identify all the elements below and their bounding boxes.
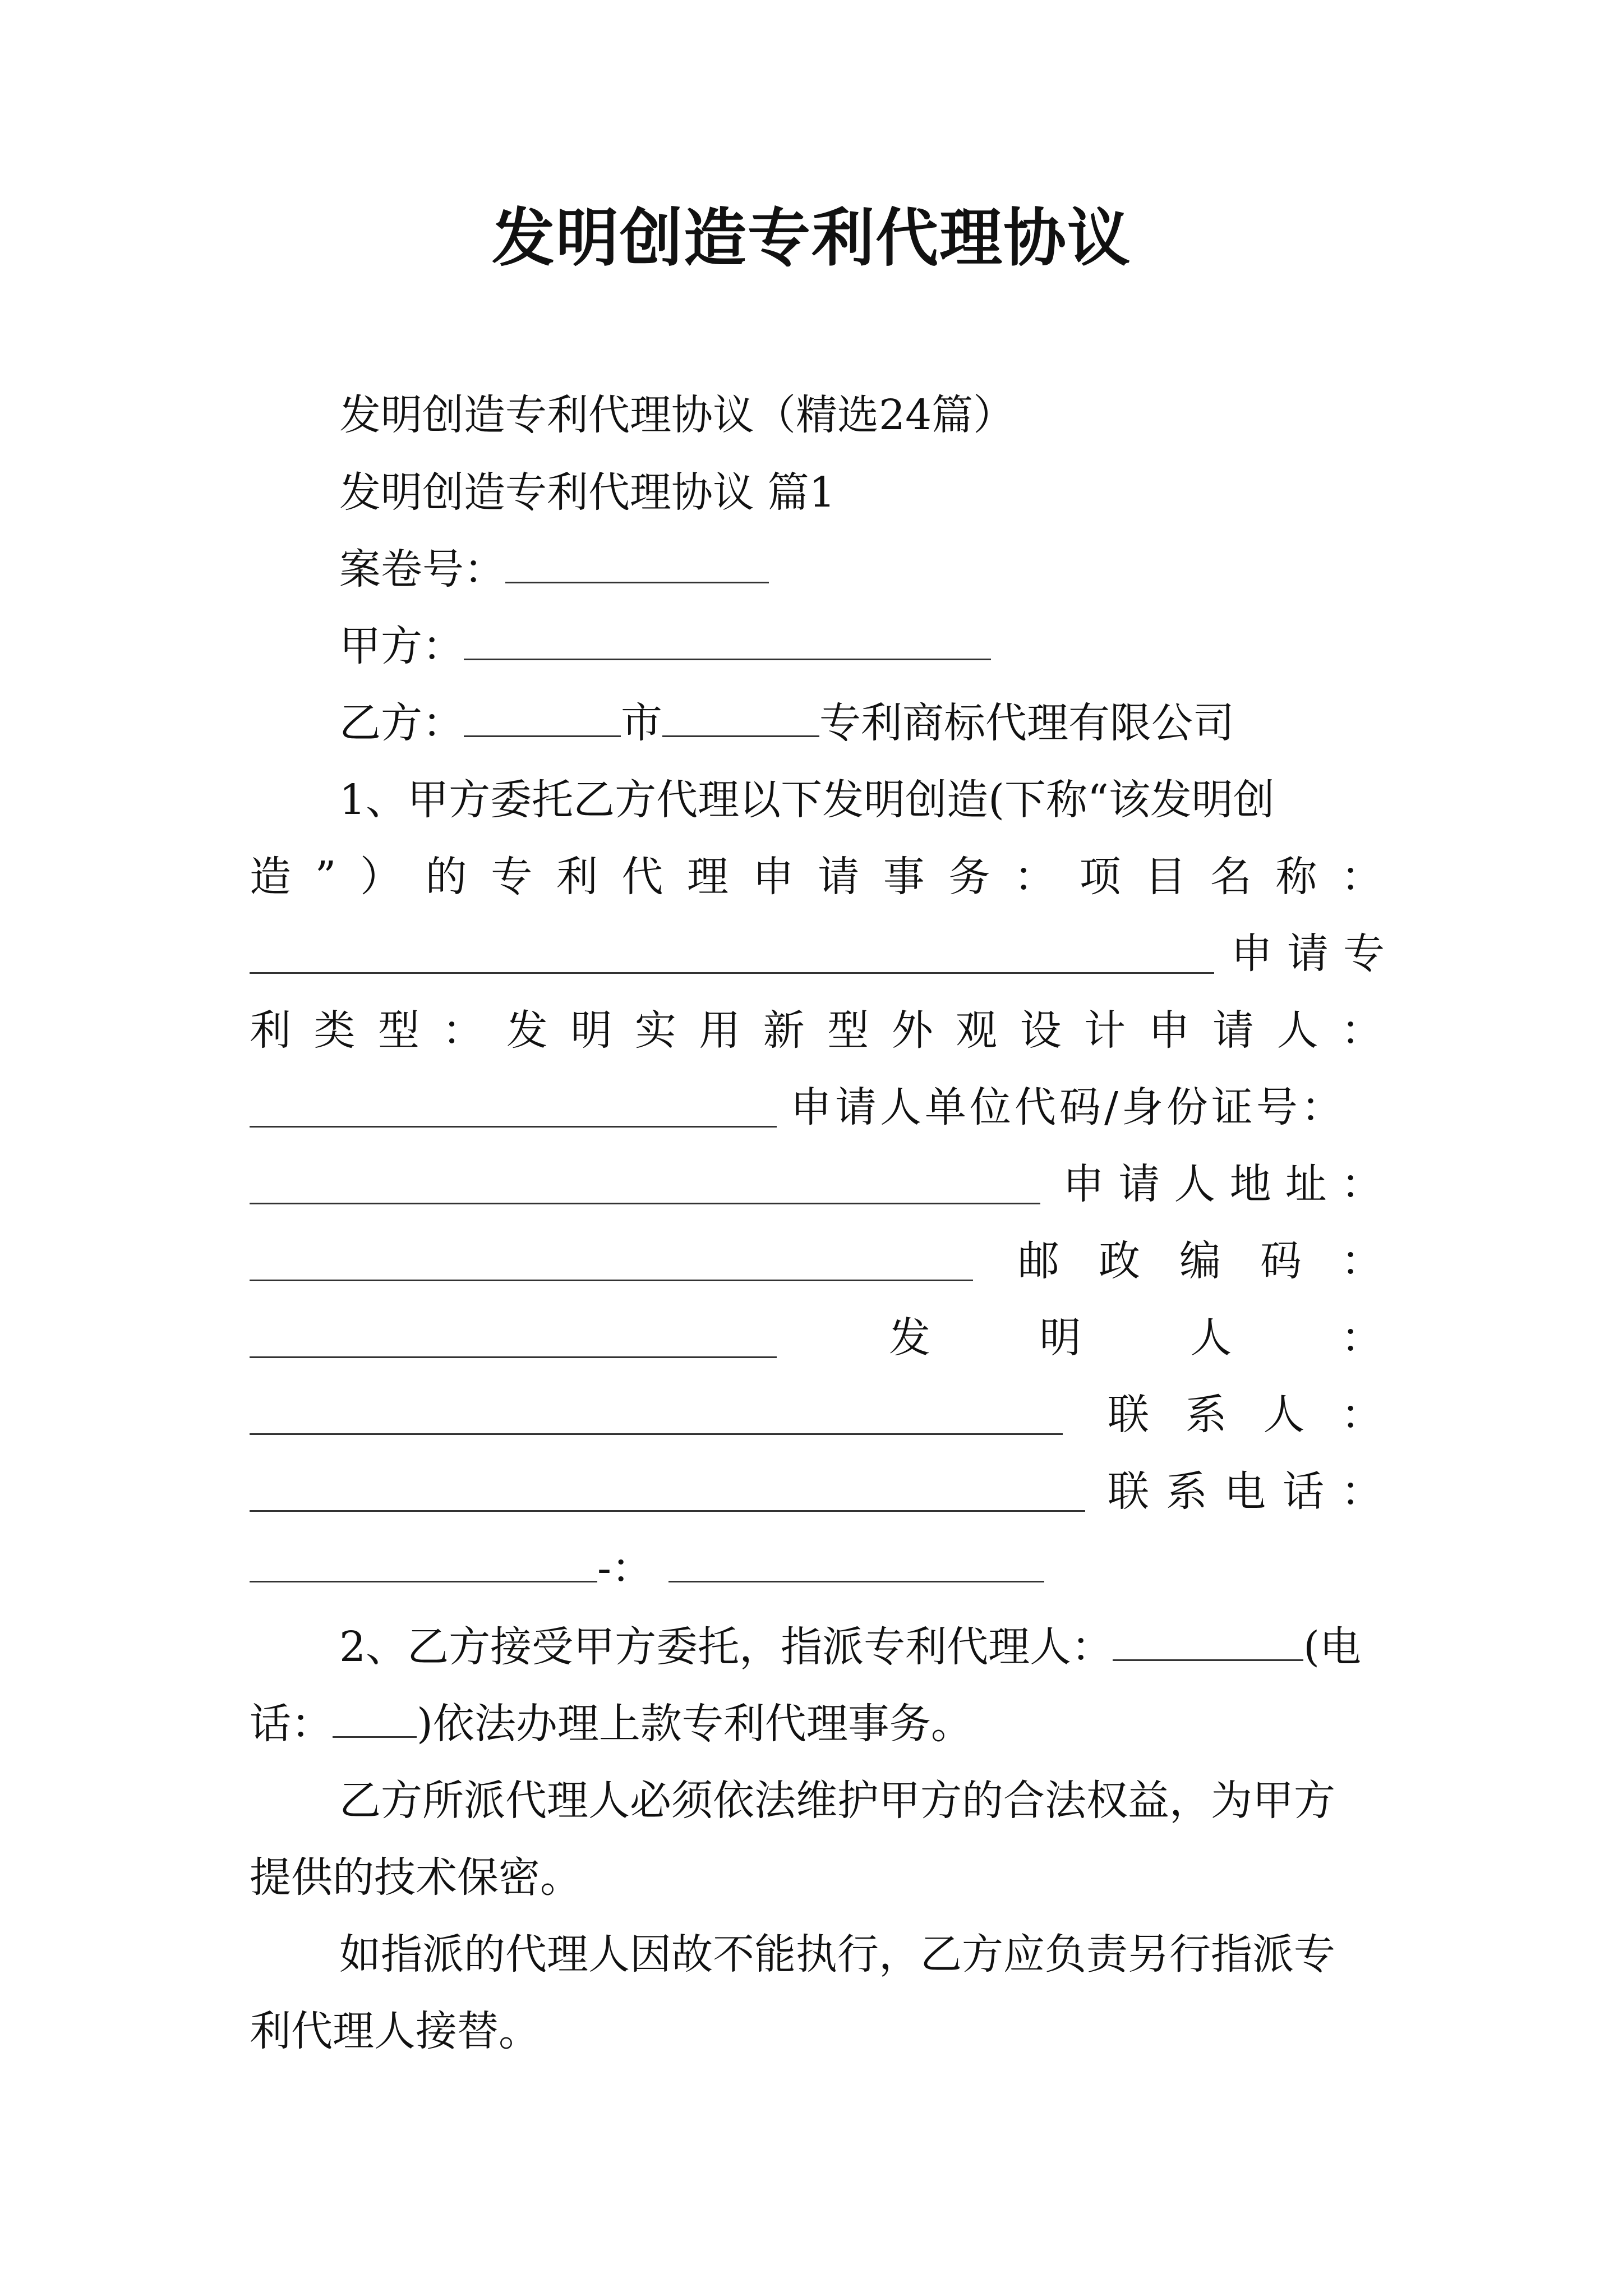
party-a-label: 甲方： [339,622,464,670]
postcode-blank[interactable] [250,1317,777,1358]
postcode-label-char: 邮 [1018,1237,1059,1285]
case-number-line [339,536,769,603]
address-line [250,1151,1382,1218]
clause-1-line-2-char: 利 [556,853,598,901]
clause-1-line-2-char: 事 [883,853,925,901]
party-b-city-text: 市 [621,699,662,747]
id-number-line [250,1074,1382,1141]
patent-type-char: 型 [827,1006,869,1055]
address-label-char: 址 [1285,1160,1327,1208]
clause-1-line-2-char: 务 [948,853,990,901]
patent-type-char: 明 [570,1006,612,1055]
phone-dash-label: -： [597,1544,653,1593]
clause-1-line-2-char: 请 [818,853,860,901]
postcode-label-char: 编 [1179,1237,1221,1285]
patent-type-char: ： [1340,1006,1382,1055]
applicant-blank[interactable] [250,1087,777,1128]
patent-type-char: 利 [250,1006,291,1055]
paragraph-3-line-1: 乙方所派代理人必须依法维护甲方的合法权益，为甲方 [339,1777,1335,1825]
paragraph-4-line-1: 如指派的代理人因故不能执行，乙方应负责另行指派专 [339,1930,1335,1978]
clause-2-line-1 [339,1613,1361,1681]
patent-type-char: 申 [1148,1006,1190,1055]
party-b-line [339,689,1234,757]
clause-1-line-2-char: 理 [687,853,728,901]
patent-type-char: 设 [1020,1006,1062,1055]
clause-1-line-2-char: 名 [1210,853,1252,901]
clause-2-text-end: )依法办理上款专利代理事务。 [417,1700,972,1748]
project-name-line [250,920,1399,987]
agent-name-blank[interactable] [1113,1620,1303,1661]
subtitle: 发明创造专利代理协议（精选24篇） [339,391,1015,439]
phone-label-char: 联 [1108,1467,1149,1516]
inventor-label-char: 发 [889,1314,930,1362]
agent-phone-blank[interactable] [333,1697,417,1738]
phone-area-blank[interactable] [250,1542,597,1582]
party-b-label: 乙方： [339,699,464,747]
clause-1-line-2-char: ” [315,853,336,901]
clause-1-line-2-char: ： [1340,853,1382,901]
inventor-label-char: 明 [1039,1314,1081,1362]
patent-type-char: 用 [699,1006,741,1055]
clause-2-phone-label: 话： [250,1700,333,1748]
patent-type-char: 观 [956,1006,998,1055]
party-b-name-blank[interactable] [662,696,819,737]
phone-number-line [250,1535,1382,1602]
inventor-blank[interactable] [250,1394,1063,1435]
clause-2-line-2 [250,1690,972,1757]
address-label-char: ： [1340,1160,1382,1208]
contact-line [250,1381,1382,1448]
patent-type-char: 人 [1276,1006,1318,1055]
contact-label [1108,1381,1382,1448]
postcode-label-char: ： [1341,1237,1382,1285]
clause-1-line-2 [250,843,1382,910]
document-title: 发明创造专利代理协议 [492,201,1131,275]
address-label-char: 请 [1118,1160,1160,1208]
inventor-label-char: ： [1340,1314,1382,1362]
id-number-label: 申请人单位代码/身份证号： [790,1083,1346,1131]
contact-label-char: 人 [1263,1391,1305,1439]
case-number-blank[interactable] [505,542,769,583]
party-b-company-text: 专利商标代理有限公司 [819,699,1234,747]
address-label-char: 人 [1174,1160,1216,1208]
party-a-blank[interactable] [464,619,991,660]
inventor-label [889,1304,1382,1372]
postcode-label-char: 码 [1260,1237,1302,1285]
address-label [1063,1151,1382,1218]
contact-blank[interactable] [250,1471,1085,1512]
phone-line [250,1458,1382,1525]
clause-1-line-2-char: 造 [250,853,291,901]
patent-type-char: 型 [377,1006,419,1055]
patent-type-char: 计 [1084,1006,1126,1055]
postcode-label-char: 政 [1099,1237,1140,1285]
phone-label-char: 话 [1283,1467,1324,1516]
patent-type-char: 外 [891,1006,933,1055]
project-name-blank[interactable] [250,933,1214,974]
clause-1-line-2-char: 项 [1079,853,1121,901]
apply-patent-label [1231,920,1399,987]
contact-label-char: 系 [1185,1391,1227,1439]
id-number-blank[interactable] [250,1163,1040,1204]
inventor-line [250,1304,1382,1372]
phone-number-blank[interactable] [668,1542,1044,1582]
clause-1-line-2-char: ： [1013,853,1055,901]
clause-1-line-1: 1、甲方委托乙方代理以下发明创造(下称“该发明创 [339,776,1275,824]
clause-1-line-2-char: 的 [425,853,467,901]
phone-label-char: 电 [1224,1467,1266,1516]
clause-2-text: 2、乙方接受甲方委托，指派专利代理人： [339,1623,1113,1671]
section-heading: 发明创造专利代理协议 篇1 [339,468,836,517]
clause-1-line-2-char: 专 [491,853,533,901]
address-label-char: 申 [1063,1160,1104,1208]
phone-label-char: 系 [1166,1467,1207,1516]
apply-patent-text: 申请专 [1231,930,1399,978]
patent-type-char: 实 [634,1006,676,1055]
contact-label-char: ： [1340,1391,1382,1439]
clause-1-line-2-char: 目 [1145,853,1187,901]
clause-2-phone-open: (电 [1303,1623,1361,1671]
address-blank[interactable] [250,1240,973,1281]
address-label-char: 地 [1229,1160,1271,1208]
patent-type-char: 类 [313,1006,356,1055]
postcode-line [250,1227,1382,1295]
patent-type-char: ： [442,1006,484,1055]
clause-1-line-2-char: ） [360,853,402,901]
inventor-label-char: 人 [1190,1314,1232,1362]
contact-label-char: 联 [1108,1391,1149,1439]
paragraph-4-line-2: 利代理人接替。 [250,2007,540,2055]
clause-1-line-2-char: 代 [621,853,663,901]
paragraph-3-line-2: 提供的技术保密。 [250,1853,582,1902]
case-number-label: 案卷号： [339,545,505,593]
party-b-city-blank[interactable] [464,696,621,737]
postcode-label [1018,1227,1382,1295]
phone-label-char: ： [1341,1467,1382,1516]
patent-type-char: 请 [1212,1006,1255,1055]
clause-1-line-2-char: 称 [1275,853,1317,901]
patent-type-char: 发 [506,1006,548,1055]
phone-label [1108,1458,1382,1525]
patent-type-char: 新 [763,1006,805,1055]
clause-1-line-2-char: 申 [752,853,794,901]
party-a-line [339,613,991,680]
patent-type-line [250,997,1382,1064]
